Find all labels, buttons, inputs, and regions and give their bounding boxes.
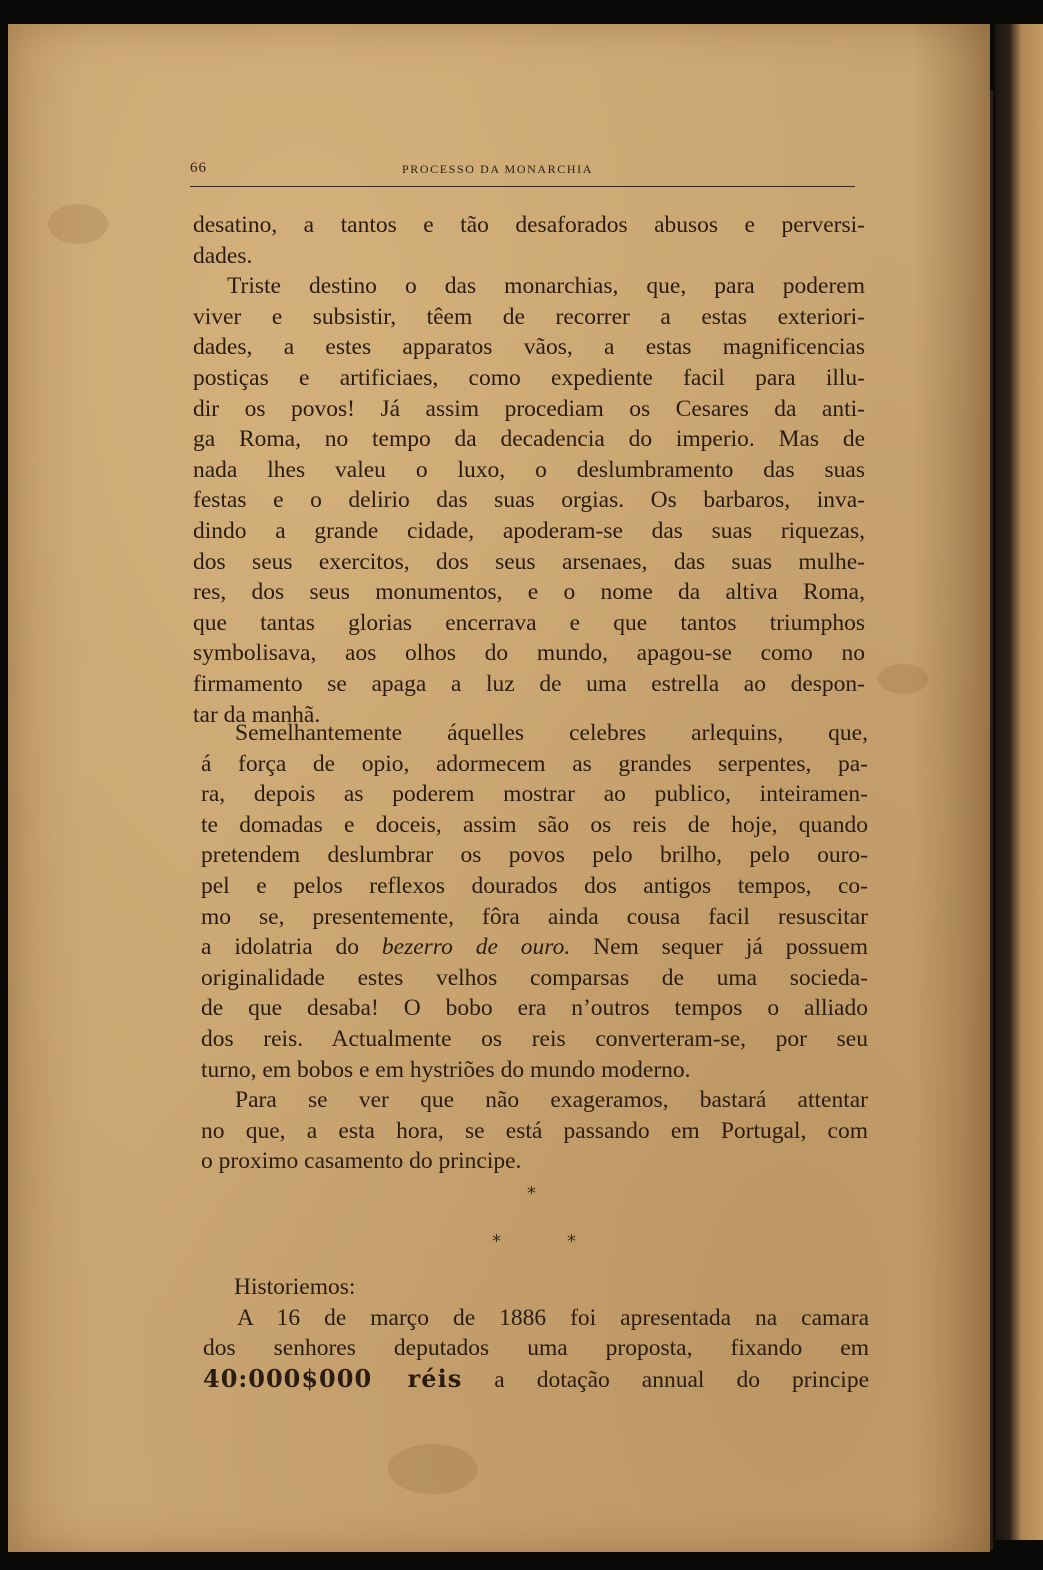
- header-rule: [190, 186, 855, 187]
- next-page-edge: [995, 24, 1043, 1540]
- text-line: A 16 de março de 1886 foi apresentada na camara: [237, 1304, 869, 1331]
- page-header: [190, 160, 860, 182]
- text-fragment: a idolatria do: [201, 934, 360, 961]
- text-line: postiças e artificiaes, como expediente facil para illu-: [193, 364, 865, 391]
- text-fragment: a dotação annual do principe: [494, 1366, 869, 1393]
- text-line: originalidade estes velhos comparsas de uma socieda-: [201, 964, 868, 991]
- text-line-amount: [203, 1364, 869, 1396]
- text-line: mo se, presentemente, fôra ainda cousa facil resuscitar: [201, 903, 868, 930]
- text-line: que tantas glorias encerrava e que tantos triumphos: [193, 609, 865, 636]
- text-line: dades.: [193, 242, 253, 269]
- text-line: Para se ver que não exageramos, bastará attentar: [235, 1087, 868, 1114]
- text-line: viver e subsistir, têem de recorrer a estas exteriori-: [193, 303, 865, 330]
- text-line: o proximo casamento do principe.: [201, 1148, 522, 1175]
- text-line: pel e pelos reflexos dourados dos antigos tempos, co-: [201, 872, 868, 899]
- text-line: dos seus exercitos, dos seus arsenaes, das suas mulhe-: [193, 548, 865, 575]
- asterism-top: *: [527, 1183, 536, 1204]
- italic-phrase: bezerro de ouro.: [381, 934, 571, 961]
- text-line: ra, depois as poderem mostrar ao publico, inteiramen-: [201, 781, 868, 808]
- text-line: de que desaba! O bobo era n’outros tempos o alliado: [201, 995, 868, 1022]
- text-line: res, dos seus monumentos, e o nome da altiva Roma,: [193, 579, 865, 606]
- page-gutter-line: [990, 90, 993, 1550]
- text-line: dir os povos! Já assim procediam os Cesares da anti-: [193, 395, 865, 422]
- text-line: nada lhes valeu o luxo, o deslumbramento das suas: [193, 456, 865, 483]
- text-line: Triste destino o das monarchias, que, para poderem: [227, 273, 865, 300]
- text-line: tar da manhã.: [193, 701, 321, 728]
- body-text-block-3: [203, 1272, 869, 1395]
- paper-stain: [878, 664, 928, 694]
- text-line: dos reis. Actualmente os reis converteram-se, por seu: [201, 1025, 868, 1052]
- text-line: festas e o delirio das suas orgias. Os barbaros, inva-: [193, 487, 865, 514]
- text-line: pretendem deslumbrar os povos pelo brilho, pelo ouro-: [201, 842, 868, 869]
- text-line: dades, a estes apparatos vãos, a estas magnificencias: [193, 334, 865, 361]
- asterism-left: *: [492, 1231, 501, 1252]
- text-line: Semelhantemente áquelles celebres arlequins, que,: [235, 720, 868, 746]
- text-line: te domadas e doceis, assim são os reis de hoje, quando: [201, 811, 868, 838]
- body-text-block-1: [193, 210, 865, 730]
- text-line: dindo a grande cidade, apoderam-se das suas riquezas,: [193, 517, 865, 544]
- text-line: no que, a esta hora, se está passando em Portugal, com: [201, 1117, 868, 1144]
- paper-stain: [388, 1444, 478, 1494]
- page-number: 66: [190, 160, 207, 176]
- asterism-right: *: [567, 1231, 576, 1252]
- text-line: symbolisava, aos olhos do mundo, apagou-se como no: [193, 640, 865, 667]
- paper-stain: [48, 204, 108, 244]
- text-line: firmamento se apaga a luz de uma estrella ao despon-: [193, 670, 865, 697]
- body-text-block-2: [201, 718, 868, 1177]
- text-fragment: Nem sequer já possuem: [593, 934, 868, 961]
- text-line: turno, em bobos e em hystriões do mundo moderno.: [201, 1056, 691, 1083]
- section-heading: Historiemos:: [234, 1274, 356, 1300]
- text-line: desatino, a tantos e tão desaforados abusos e perversi-: [193, 212, 865, 238]
- text-line: á força de opio, adormecem as grandes serpentes, pa-: [201, 750, 868, 777]
- text-line: ga Roma, no tempo da decadencia do imperio. Mas de: [193, 426, 865, 453]
- text-line-italic: [201, 932, 868, 963]
- text-line: dos senhores deputados uma proposta, fixando em: [203, 1335, 869, 1362]
- amount-bold: 40:000$000 réis: [203, 1363, 463, 1393]
- running-title: PROCESSO DA MONARCHIA: [402, 162, 593, 176]
